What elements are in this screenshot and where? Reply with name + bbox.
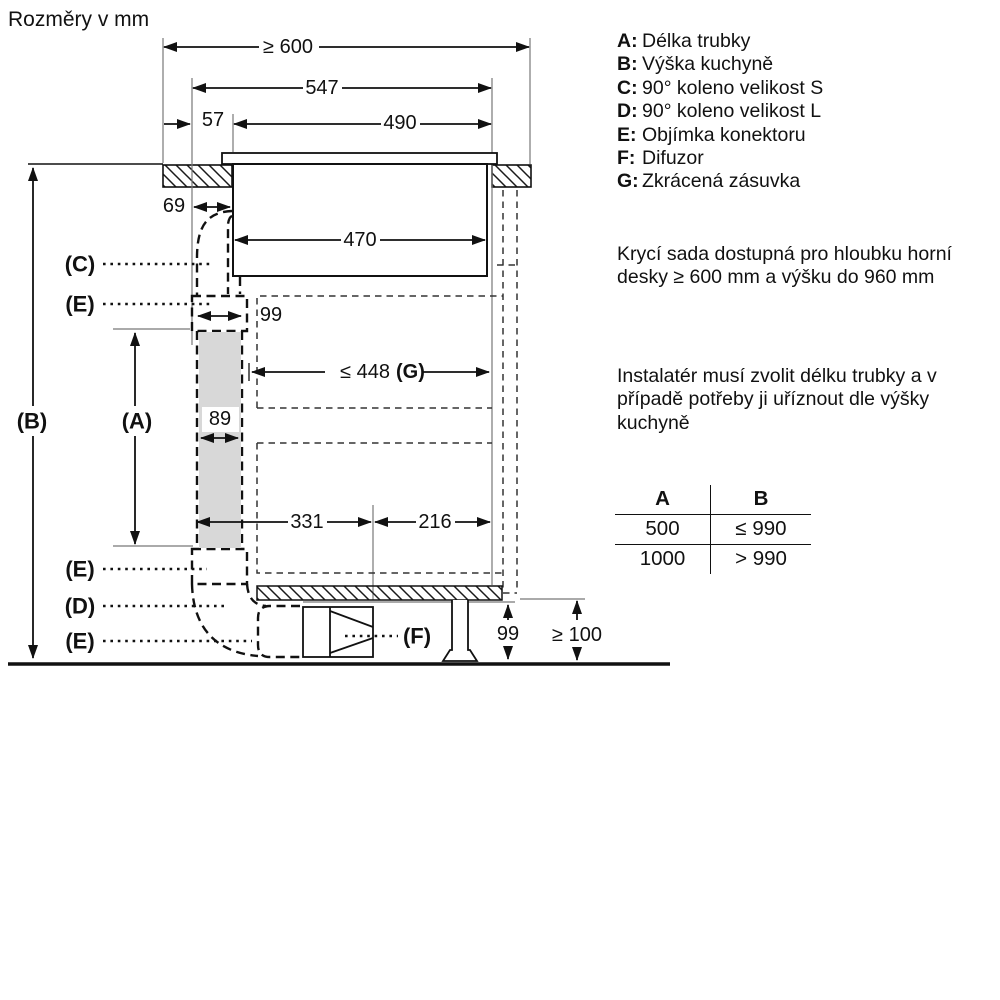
elbow-s-inner (228, 216, 232, 294)
legend-key-a: A: (617, 30, 638, 52)
dim-label-collar-width: 99 (259, 304, 283, 326)
countertop-right-section (492, 165, 531, 187)
part-label-b: (B) (16, 408, 48, 434)
legend-label-e: Objímka konektoru (642, 123, 806, 146)
dim-label-total-depth: 547 (305, 77, 339, 99)
lower-drawer-outline (257, 443, 503, 573)
diffuser (303, 607, 373, 657)
tube-length-table (615, 485, 811, 574)
dim-label-plinth-clearance: ≥ 100 (552, 624, 602, 646)
dim-label-plinth-duct-height: 99 (496, 623, 520, 645)
shortened-drawer-outline (257, 296, 503, 408)
cabinet-foot (443, 600, 477, 661)
legend-item-a (617, 30, 823, 53)
dim-label-worktop-depth: ≥ 600 (263, 36, 313, 58)
legend-key-b: B: (617, 53, 638, 76)
legend-item-f (617, 147, 823, 170)
dim-label-hob-body-width: 470 (343, 229, 377, 251)
connector-collar-top (192, 296, 247, 331)
table-cell-a1: 500 (645, 517, 680, 540)
dim-label-rear-section: 331 (290, 511, 324, 533)
part-label-a: (A) (121, 408, 153, 434)
legend-key-g: G: (617, 170, 639, 193)
rear-duct-channel (497, 190, 517, 593)
dim-label-drawer-depth: ≤ 448 (340, 361, 390, 383)
dim-label-cutout-width: 490 (383, 112, 417, 134)
elbow-l-outer (192, 584, 258, 656)
legend-key-f: F: (617, 147, 636, 170)
legend-label-a: Délka trubky (642, 30, 751, 52)
part-label-f: (F) (402, 623, 432, 649)
legend-label-c: 90° koleno velikost S (642, 76, 824, 99)
legend-item-e (617, 124, 823, 147)
part-label-e-bottom: (E) (65, 628, 95, 654)
legend-key-c: C: (617, 76, 638, 99)
dim-label-front-section: 216 (418, 511, 452, 533)
table-cell-b2: > 990 (710, 545, 811, 574)
extension-lines (113, 38, 585, 602)
table-header-row (615, 485, 811, 515)
part-label-g: (G) (396, 361, 425, 383)
page-title: Rozměry v mm (8, 8, 150, 31)
connector-collar-bottom (192, 549, 247, 584)
note-installer: Instalatér musí zvolit délku trubky a v případě potřeby ji uříznout dle výšky kuchyně (617, 365, 937, 434)
dim-label-front-edge: 57 (201, 109, 225, 131)
note-cover-kit: Krycí sada dostupná pro hloubku horní desky ≥ 600 mm a výšku do 960 mm (617, 243, 952, 289)
countertop-left-section (163, 165, 232, 187)
legend-label-f: Difuzor (642, 147, 704, 170)
table-cell-b1: ≤ 990 (710, 515, 811, 544)
plinth-bottom-panel (257, 586, 502, 600)
table-row (615, 515, 811, 545)
leader-lines (103, 264, 398, 641)
connector-collar-diffuser (258, 606, 300, 657)
part-label-c: (C) (64, 251, 96, 277)
legend-item-b (617, 53, 823, 76)
dim-label-tube-width: 89 (208, 408, 232, 430)
legend-label-b: Výška kuchyně (642, 53, 774, 76)
parts-legend (617, 30, 823, 194)
legend-item-c (617, 77, 823, 100)
table-cell-a2: 1000 (639, 547, 686, 570)
hob-body (233, 164, 487, 276)
part-label-e-mid: (E) (65, 556, 95, 582)
legend-key-e: E: (617, 123, 637, 146)
elbow-s-outer (197, 211, 232, 296)
legend-label-d: 90° koleno velikost L (642, 100, 822, 123)
dimension-lines (33, 47, 577, 660)
legend-item-g (617, 170, 823, 193)
legend-label-g: Zkrácená zásuvka (642, 170, 801, 193)
hob-glass-plate (222, 153, 497, 164)
table-header-b: B (710, 485, 811, 514)
part-label-e-top: (E) (65, 291, 95, 317)
legend-key-d: D: (617, 100, 638, 123)
table-row (615, 545, 811, 574)
dim-label-duct-offset: 69 (162, 195, 186, 217)
table-header-a: A (655, 487, 670, 510)
legend-item-d (617, 100, 823, 123)
part-label-d: (D) (64, 593, 96, 619)
tube-body (199, 332, 241, 548)
